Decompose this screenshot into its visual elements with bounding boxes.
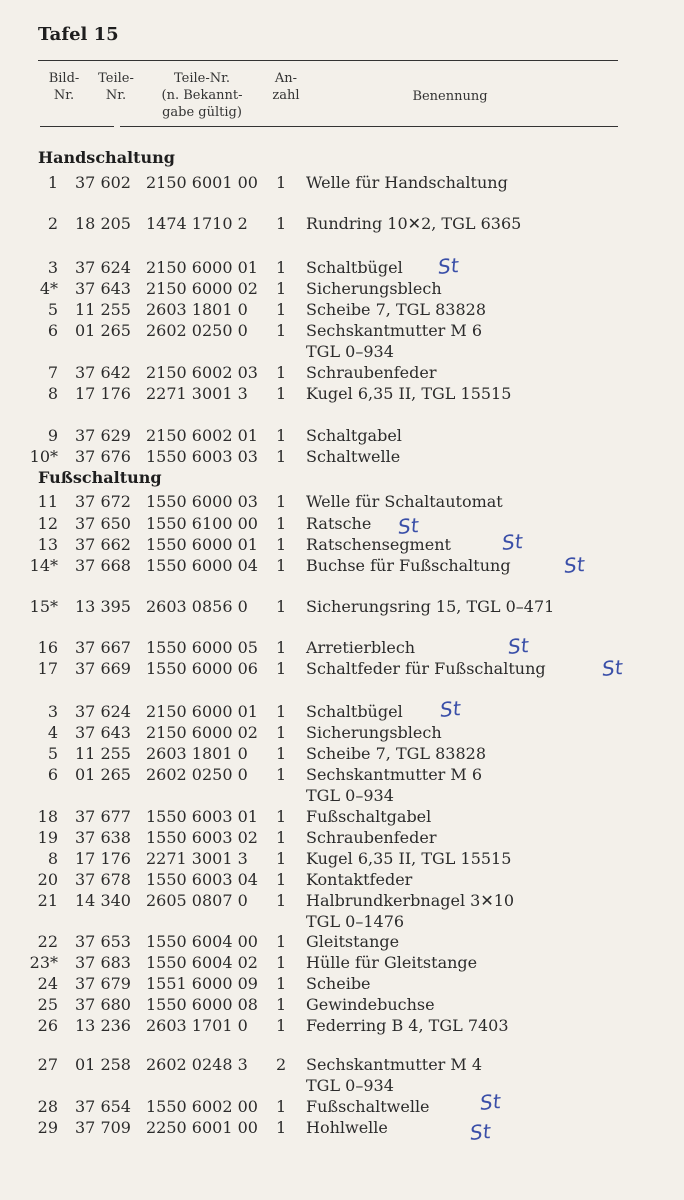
header-bottom-rule bbox=[40, 126, 114, 127]
col-header-benennung: Benennung bbox=[412, 89, 488, 104]
table-row bbox=[0, 384, 684, 406]
cell-num: 2602 0248 3 bbox=[146, 1055, 248, 1074]
cell-part: 37 602 bbox=[75, 173, 131, 192]
cell-nr: 5 bbox=[47, 300, 58, 319]
cell-part: 37 643 bbox=[75, 279, 131, 298]
cell-qty: 1 bbox=[276, 1016, 287, 1035]
cell-part: 37 677 bbox=[75, 807, 131, 826]
handwritten-note: St bbox=[438, 695, 462, 723]
cell-name: TGL 0–934 bbox=[306, 786, 394, 805]
cell-nr: 1 bbox=[47, 173, 58, 192]
cell-name: Gleitstange bbox=[306, 932, 400, 951]
handwritten-note: St bbox=[478, 1088, 502, 1116]
cell-part: 37 643 bbox=[75, 723, 131, 742]
cell-name: Sechskantmutter M 6 bbox=[306, 321, 483, 340]
table-row bbox=[0, 953, 684, 975]
cell-qty: 1 bbox=[276, 214, 287, 233]
cell-nr: 6 bbox=[47, 321, 58, 340]
cell-part: 37 683 bbox=[75, 953, 131, 972]
handwritten-note: St bbox=[436, 252, 460, 280]
cell-part: 37 680 bbox=[75, 995, 131, 1014]
cell-qty: 1 bbox=[276, 279, 287, 298]
cell-num: 2150 6002 01 bbox=[146, 426, 258, 445]
cell-nr: 22 bbox=[37, 932, 58, 951]
cell-nr: 10* bbox=[29, 447, 58, 466]
cell-name: Scheibe 7, TGL 83828 bbox=[306, 744, 487, 763]
cell-nr: 28 bbox=[37, 1097, 58, 1116]
cell-qty: 1 bbox=[276, 702, 287, 721]
cell-num: 2150 6002 03 bbox=[146, 363, 258, 382]
cell-nr: 24 bbox=[37, 974, 58, 993]
header-bottom-rule bbox=[120, 126, 618, 127]
cell-part: 01 258 bbox=[75, 1055, 131, 1074]
cell-part: 37 679 bbox=[75, 974, 131, 993]
cell-nr: 2 bbox=[47, 214, 58, 233]
handwritten-note: St bbox=[562, 551, 586, 579]
cell-num: 1550 6004 02 bbox=[146, 953, 258, 972]
cell-num: 2150 6000 01 bbox=[146, 702, 258, 721]
cell-part: 37 650 bbox=[75, 514, 131, 533]
cell-nr: 29 bbox=[37, 1118, 58, 1137]
cell-name: Ratsche bbox=[306, 514, 372, 533]
cell-name: Halbrundkerbnagel 3✕10 bbox=[306, 891, 515, 910]
cell-part: 37 676 bbox=[75, 447, 131, 466]
cell-name: Welle für Handschaltung bbox=[306, 173, 508, 192]
cell-qty: 1 bbox=[276, 891, 287, 910]
cell-nr: 19 bbox=[37, 828, 58, 847]
cell-part: 37 662 bbox=[75, 535, 131, 554]
cell-nr: 14* bbox=[29, 556, 58, 575]
cell-nr: 5 bbox=[47, 744, 58, 763]
cell-qty: 1 bbox=[276, 173, 287, 192]
cell-qty: 1 bbox=[276, 258, 287, 277]
cell-part: 37 672 bbox=[75, 492, 131, 511]
table-row bbox=[0, 426, 684, 448]
table-row bbox=[0, 214, 684, 236]
cell-name: Rundring 10✕2, TGL 6365 bbox=[306, 214, 522, 233]
cell-part: 11 255 bbox=[75, 300, 131, 319]
section-heading-fussschaltung: Fußschaltung bbox=[38, 468, 162, 487]
table-row bbox=[0, 891, 684, 913]
cell-part: 17 176 bbox=[75, 849, 131, 868]
table-row bbox=[0, 1055, 684, 1077]
cell-num: 1550 6000 08 bbox=[146, 995, 258, 1014]
table-row bbox=[0, 974, 684, 996]
table-row bbox=[0, 300, 684, 322]
cell-qty: 1 bbox=[276, 953, 287, 972]
section-heading-handschaltung: Handschaltung bbox=[38, 148, 175, 167]
table-row bbox=[0, 765, 684, 787]
cell-qty: 1 bbox=[276, 974, 287, 993]
cell-nr: 26 bbox=[37, 1016, 58, 1035]
cell-part: 13 236 bbox=[75, 1016, 131, 1035]
cell-num: 2602 0250 0 bbox=[146, 321, 248, 340]
cell-part: 37 709 bbox=[75, 1118, 131, 1137]
table-row bbox=[0, 1118, 684, 1140]
cell-qty: 1 bbox=[276, 870, 287, 889]
cell-num: 1550 6000 06 bbox=[146, 659, 258, 678]
cell-num: 2605 0807 0 bbox=[146, 891, 248, 910]
cell-part: 01 265 bbox=[75, 321, 131, 340]
cell-name: TGL 0–934 bbox=[306, 1076, 394, 1095]
cell-part: 17 176 bbox=[75, 384, 131, 403]
cell-num: 2603 1701 0 bbox=[146, 1016, 248, 1035]
cell-name: Arretierblech bbox=[306, 638, 416, 657]
cell-nr: 25 bbox=[37, 995, 58, 1014]
handwritten-note: St bbox=[468, 1118, 492, 1146]
col-header-teilenr: Teile-Nr. (n. Bekannt- gabe gültig) bbox=[161, 71, 243, 120]
cell-nr: 27 bbox=[37, 1055, 58, 1074]
cell-qty: 1 bbox=[276, 1118, 287, 1137]
cell-qty: 1 bbox=[276, 597, 287, 616]
cell-qty: 1 bbox=[276, 723, 287, 742]
cell-nr: 6 bbox=[47, 765, 58, 784]
cell-name: Schraubenfeder bbox=[306, 828, 437, 847]
cell-num: 1550 6003 03 bbox=[146, 447, 258, 466]
cell-name: Sicherungsblech bbox=[306, 723, 442, 742]
cell-qty: 1 bbox=[276, 492, 287, 511]
cell-part: 37 678 bbox=[75, 870, 131, 889]
cell-name: Fußschaltwelle bbox=[306, 1097, 430, 1116]
cell-qty: 1 bbox=[276, 932, 287, 951]
cell-num: 2602 0250 0 bbox=[146, 765, 248, 784]
cell-qty: 1 bbox=[276, 659, 287, 678]
cell-qty: 1 bbox=[276, 300, 287, 319]
cell-nr: 8 bbox=[47, 849, 58, 868]
table-row bbox=[0, 279, 684, 301]
cell-name: Kontaktfeder bbox=[306, 870, 413, 889]
table-row bbox=[0, 363, 684, 385]
cell-qty: 1 bbox=[276, 384, 287, 403]
cell-name: Hülle für Gleitstange bbox=[306, 953, 478, 972]
cell-qty: 1 bbox=[276, 535, 287, 554]
cell-name: Kugel 6,35 II, TGL 15515 bbox=[306, 849, 512, 868]
table-row bbox=[0, 702, 684, 724]
cell-num: 2150 6001 00 bbox=[146, 173, 258, 192]
cell-num: 1550 6003 01 bbox=[146, 807, 258, 826]
cell-name: Federring B 4, TGL 7403 bbox=[306, 1016, 509, 1035]
table-row bbox=[0, 638, 684, 660]
cell-qty: 1 bbox=[276, 1097, 287, 1116]
cell-part: 37 642 bbox=[75, 363, 131, 382]
table-row bbox=[0, 514, 684, 536]
cell-num: 2150 6000 02 bbox=[146, 723, 258, 742]
cell-part: 37 624 bbox=[75, 702, 131, 721]
cell-qty: 1 bbox=[276, 638, 287, 657]
cell-part: 14 340 bbox=[75, 891, 131, 910]
cell-nr: 20 bbox=[37, 870, 58, 889]
table-row bbox=[0, 932, 684, 954]
table-row bbox=[0, 659, 684, 681]
cell-qty: 2 bbox=[276, 1055, 287, 1074]
cell-qty: 1 bbox=[276, 765, 287, 784]
cell-name: Scheibe 7, TGL 83828 bbox=[306, 300, 487, 319]
cell-num: 1550 6003 04 bbox=[146, 870, 258, 889]
cell-num: 2603 1801 0 bbox=[146, 300, 248, 319]
table-row bbox=[0, 447, 684, 469]
table-row bbox=[0, 492, 684, 514]
cell-num: 1550 6000 03 bbox=[146, 492, 258, 511]
table-row bbox=[0, 321, 684, 343]
cell-qty: 1 bbox=[276, 556, 287, 575]
cell-nr: 21 bbox=[37, 891, 58, 910]
table-row bbox=[0, 744, 684, 766]
cell-qty: 1 bbox=[276, 447, 287, 466]
cell-num: 1550 6000 04 bbox=[146, 556, 258, 575]
cell-nr: 11 bbox=[37, 492, 58, 511]
cell-name: TGL 0–934 bbox=[306, 342, 394, 361]
cell-qty: 1 bbox=[276, 995, 287, 1014]
cell-num: 2250 6001 00 bbox=[146, 1118, 258, 1137]
cell-nr: 15* bbox=[29, 597, 58, 616]
cell-name: Schaltgabel bbox=[306, 426, 402, 445]
cell-name: Welle für Schaltautomat bbox=[306, 492, 503, 511]
cell-num: 1474 1710 2 bbox=[146, 214, 248, 233]
table-row bbox=[0, 723, 684, 745]
table-row bbox=[0, 807, 684, 829]
col-header-bild: Bild- Nr. bbox=[48, 71, 80, 103]
cell-part: 11 255 bbox=[75, 744, 131, 763]
cell-name: Schraubenfeder bbox=[306, 363, 437, 382]
cell-name: Buchse für Fußschaltung bbox=[306, 556, 511, 575]
handwritten-note: St bbox=[506, 632, 530, 660]
cell-qty: 1 bbox=[276, 363, 287, 382]
cell-nr: 4 bbox=[47, 723, 58, 742]
cell-name: Sicherungsblech bbox=[306, 279, 442, 298]
cell-qty: 1 bbox=[276, 514, 287, 533]
cell-name: Hohlwelle bbox=[306, 1118, 388, 1137]
cell-num: 1550 6000 05 bbox=[146, 638, 258, 657]
cell-name: Schaltwelle bbox=[306, 447, 401, 466]
cell-num: 1550 6100 00 bbox=[146, 514, 258, 533]
cell-name: TGL 0–1476 bbox=[306, 912, 405, 931]
cell-name: Schaltbügel bbox=[306, 702, 403, 721]
cell-part: 37 654 bbox=[75, 1097, 131, 1116]
cell-qty: 1 bbox=[276, 828, 287, 847]
cell-part: 37 624 bbox=[75, 258, 131, 277]
col-header-teile: Teile- Nr. bbox=[98, 71, 134, 103]
cell-name: Schaltfeder für Fußschaltung bbox=[306, 659, 546, 678]
cell-nr: 4* bbox=[39, 279, 58, 298]
cell-nr: 23* bbox=[29, 953, 58, 972]
cell-part: 18 205 bbox=[75, 214, 131, 233]
cell-nr: 16 bbox=[37, 638, 58, 657]
cell-num: 2150 6000 02 bbox=[146, 279, 258, 298]
table-row bbox=[0, 342, 684, 364]
table-row bbox=[0, 258, 684, 280]
cell-num: 1551 6000 09 bbox=[146, 974, 258, 993]
table-row bbox=[0, 173, 684, 195]
cell-name: Sechskantmutter M 4 bbox=[306, 1055, 483, 1074]
cell-qty: 1 bbox=[276, 807, 287, 826]
cell-name: Kugel 6,35 II, TGL 15515 bbox=[306, 384, 512, 403]
cell-num: 2603 0856 0 bbox=[146, 597, 248, 616]
table-row bbox=[0, 597, 684, 619]
cell-nr: 17 bbox=[37, 659, 58, 678]
cell-nr: 7 bbox=[47, 363, 58, 382]
cell-part: 37 629 bbox=[75, 426, 131, 445]
table-row bbox=[0, 849, 684, 871]
table-row bbox=[0, 786, 684, 808]
header-top-rule bbox=[38, 60, 618, 61]
cell-name: Sicherungsring 15, TGL 0–471 bbox=[306, 597, 555, 616]
cell-part: 37 669 bbox=[75, 659, 131, 678]
cell-num: 1550 6003 02 bbox=[146, 828, 258, 847]
cell-nr: 8 bbox=[47, 384, 58, 403]
cell-part: 37 653 bbox=[75, 932, 131, 951]
table-row bbox=[0, 870, 684, 892]
cell-nr: 9 bbox=[47, 426, 58, 445]
page-title: Tafel 15 bbox=[38, 24, 119, 45]
cell-part: 13 395 bbox=[75, 597, 131, 616]
handwritten-note: St bbox=[600, 654, 624, 682]
cell-num: 1550 6000 01 bbox=[146, 535, 258, 554]
table-row bbox=[0, 912, 684, 934]
cell-num: 2271 3001 3 bbox=[146, 384, 248, 403]
cell-num: 1550 6004 00 bbox=[146, 932, 258, 951]
cell-qty: 1 bbox=[276, 849, 287, 868]
cell-name: Ratschensegment bbox=[306, 535, 451, 554]
cell-qty: 1 bbox=[276, 321, 287, 340]
cell-part: 37 668 bbox=[75, 556, 131, 575]
cell-num: 2271 3001 3 bbox=[146, 849, 248, 868]
table-row bbox=[0, 995, 684, 1017]
cell-num: 1550 6002 00 bbox=[146, 1097, 258, 1116]
cell-part: 37 667 bbox=[75, 638, 131, 657]
cell-qty: 1 bbox=[276, 426, 287, 445]
cell-nr: 12 bbox=[37, 514, 58, 533]
table-row bbox=[0, 1076, 684, 1098]
cell-nr: 18 bbox=[37, 807, 58, 826]
table-row bbox=[0, 828, 684, 850]
table-row bbox=[0, 1097, 684, 1119]
cell-name: Gewindebuchse bbox=[306, 995, 435, 1014]
cell-qty: 1 bbox=[276, 744, 287, 763]
col-header-anzahl: An- zahl bbox=[272, 71, 300, 103]
cell-name: Schaltbügel bbox=[306, 258, 403, 277]
cell-name: Sechskantmutter M 6 bbox=[306, 765, 483, 784]
cell-part: 01 265 bbox=[75, 765, 131, 784]
cell-name: Scheibe bbox=[306, 974, 371, 993]
cell-part: 37 638 bbox=[75, 828, 131, 847]
cell-nr: 3 bbox=[47, 702, 58, 721]
cell-num: 2603 1801 0 bbox=[146, 744, 248, 763]
cell-num: 2150 6000 01 bbox=[146, 258, 258, 277]
cell-nr: 3 bbox=[47, 258, 58, 277]
table-row bbox=[0, 1016, 684, 1038]
cell-nr: 13 bbox=[37, 535, 58, 554]
handwritten-note: St bbox=[500, 528, 524, 556]
cell-name: Fußschaltgabel bbox=[306, 807, 432, 826]
handwritten-note: St bbox=[396, 512, 420, 540]
